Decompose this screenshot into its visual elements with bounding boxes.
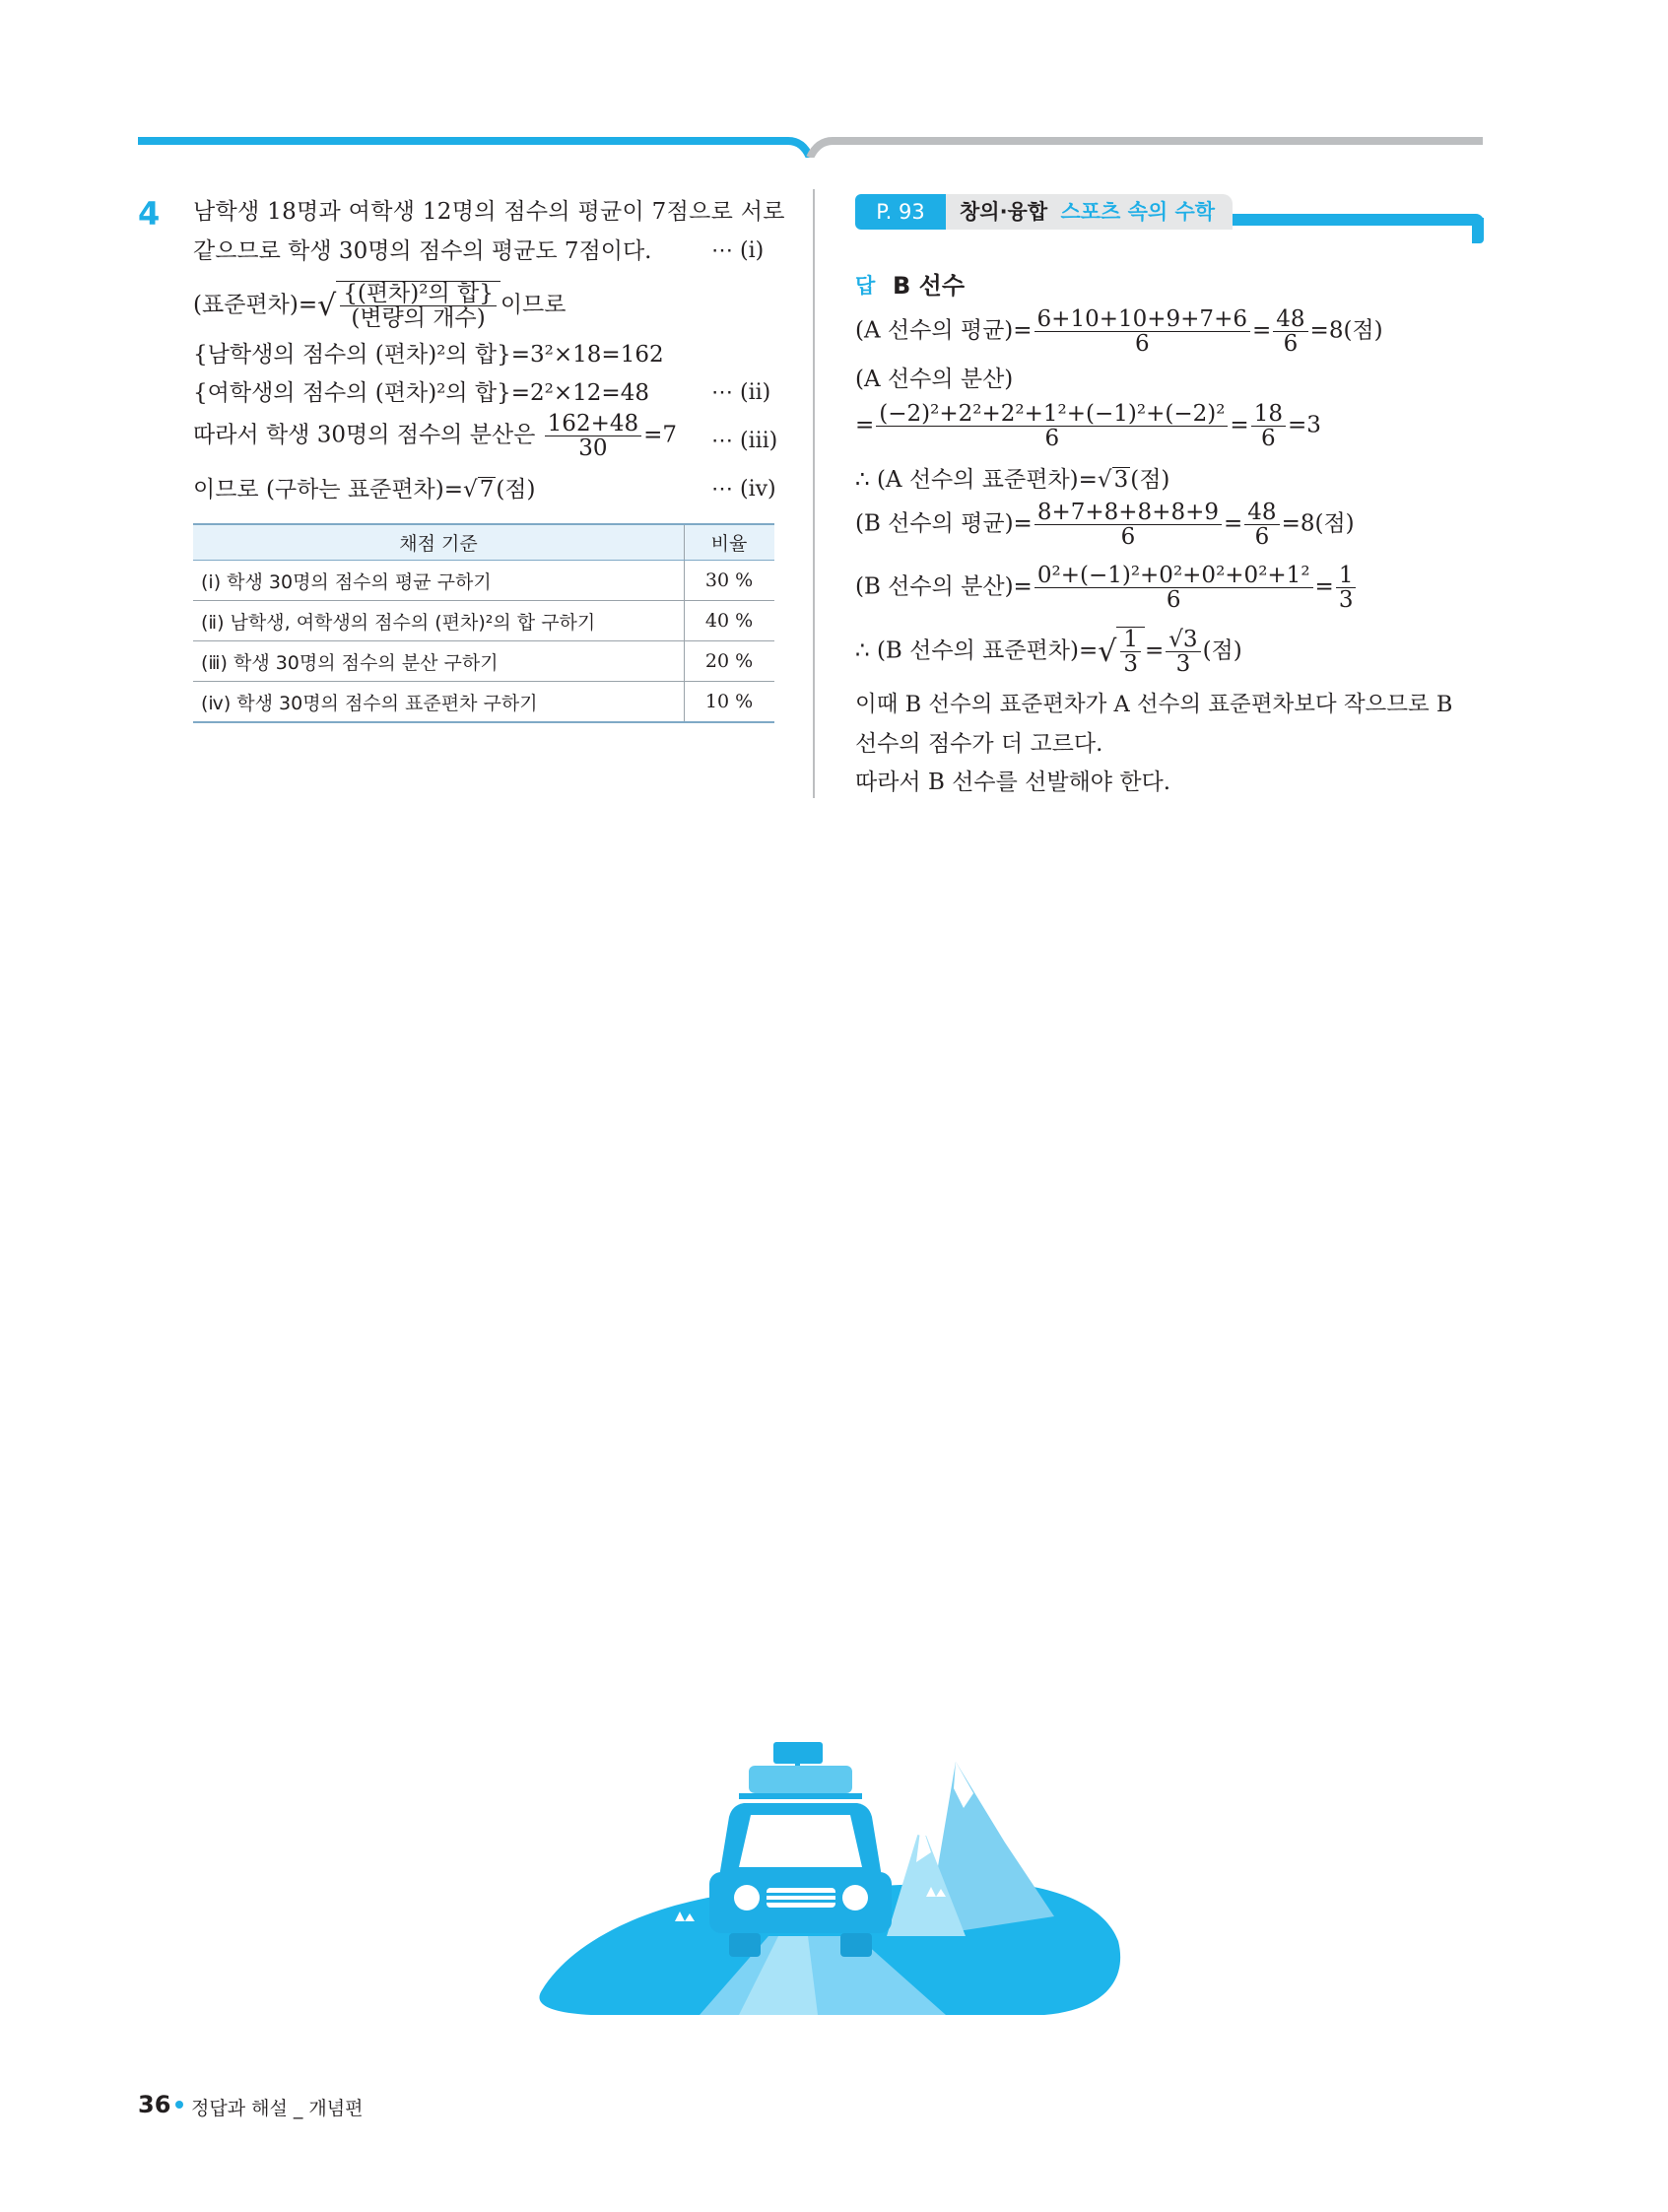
final-sd-line: 이므로 (구하는 표준편차)=√7(점) <box>193 477 536 503</box>
variance-suffix: =7 <box>643 422 678 448</box>
a-sd-root: 3 <box>1113 467 1129 493</box>
final-root: 7 <box>479 477 495 503</box>
page-tag: P. 93 <box>855 194 946 230</box>
car-mountain-illustration <box>532 1714 1143 2049</box>
a-mean-denominator: 6 <box>1134 331 1150 358</box>
a-sd-line: ∴ (A 선수의 표준편차)=√3(점) <box>855 467 1170 493</box>
b-mean-line: (B 선수의 평균)= $\frac{8+7+8+8+8+9}{6}$ = $\frac{48}{6}$ =8(점) <box>855 500 1355 551</box>
a-mean-prefix: (A 선수의 평균)= <box>855 317 1033 344</box>
a-variance-label: (A 선수의 분산) <box>855 367 1014 392</box>
a-variance-line: = $\frac{\text{(−2)²+2²+2²+1²+(−1)²+(−2)²}}{6}$ = $\frac{18}{6}$ =3 <box>855 401 1321 452</box>
criterion-ratio: 30 % <box>685 561 775 601</box>
sd-numerator: {(편차)²의 합} <box>340 282 497 306</box>
b-mean-prefix: (B 선수의 평균)= <box>855 510 1033 537</box>
variance-line <box>193 412 677 460</box>
conclusion-line-3: 따라서 B 선수를 선발해야 한다. <box>855 770 1171 795</box>
b-mean-denominator: 6 <box>1120 524 1136 551</box>
top-decorative-bar <box>0 0 1668 158</box>
section-header-underline-drop <box>1472 218 1484 243</box>
page-number: 36 <box>138 2091 171 2118</box>
b-variance-numerator-2: 1 <box>1336 564 1357 588</box>
variance-prefix: 따라서 학생 30명의 점수의 분산은 <box>193 422 536 448</box>
final-suffix: (점) <box>496 477 536 503</box>
table-row <box>193 561 774 601</box>
b-variance-prefix: (B 선수의 분산)= <box>855 573 1033 600</box>
criterion-ratio: 40 % <box>685 601 775 641</box>
male-deviation-line: {남학생의 점수의 (편차)²의 합}=3²×18=162 <box>193 342 664 368</box>
variance-denominator: 30 <box>578 436 608 462</box>
table-header-row <box>193 524 774 561</box>
sd-suffix: 이므로 <box>500 292 567 318</box>
b-sd-denominator: 3 <box>1123 651 1138 678</box>
book-title: 정답과 해설 _ 개념편 <box>191 2098 364 2119</box>
ratio-header: 비율 <box>685 524 775 561</box>
svg-text:+: + <box>678 1876 695 1900</box>
b-sd-numerator: 1 <box>1120 628 1141 652</box>
a-variance-denominator-2: 6 <box>1261 426 1276 452</box>
criterion-label: (ⅰ) 학생 30명의 점수의 평균 구하기 <box>193 561 685 601</box>
category-label: 창의·융합 <box>960 200 1048 224</box>
a-variance-numerator-2: 18 <box>1251 402 1286 427</box>
criterion-header: 채점 기준 <box>193 524 685 561</box>
problem-line-1: 남학생 18명과 여학생 12명의 점수의 평균이 7점으로 서로 <box>193 199 785 225</box>
b-variance-numerator: 0²+(−1)²+0²+0²+0²+1² <box>1034 564 1313 588</box>
topic-label: 스포츠 <box>1060 200 1121 224</box>
criterion-label: (ⅲ) 학생 30명의 점수의 분산 구하기 <box>193 641 685 682</box>
a-variance-denominator: 6 <box>1044 426 1060 452</box>
column-divider <box>813 189 815 798</box>
b-sd-denominator-2: 3 <box>1175 651 1191 678</box>
footer-bullet-icon <box>175 2101 183 2109</box>
b-variance-denominator: 6 <box>1166 587 1181 614</box>
b-mean-denominator-2: 6 <box>1254 524 1270 551</box>
a-variance-numerator: (−2)²+2²+2²+1²+(−1)²+(−2)² <box>876 402 1228 427</box>
sd-denominator: (변량의 개수) <box>351 305 486 332</box>
a-sd-suffix: (점) <box>1130 467 1170 493</box>
section-title-box <box>946 194 1233 230</box>
table-row <box>193 682 774 723</box>
table-row <box>193 601 774 641</box>
final-prefix: 이므로 (구하는 표준편차)= <box>193 477 464 503</box>
conclusion-line-2: 선수의 점수가 더 고르다. <box>855 731 1103 757</box>
b-sd-numerator-2: √3 <box>1166 628 1200 652</box>
scoring-criteria-table <box>193 523 774 723</box>
problem-number: 4 <box>138 195 161 233</box>
answer-value: B 선수 <box>893 272 966 300</box>
svg-text:+ +: + + <box>665 1858 704 1882</box>
section-header <box>855 192 1486 243</box>
criterion-ratio: 10 % <box>685 682 775 723</box>
sd-formula: (표준편차)=√ $\frac{\text{\{(편차)²의 합\}}}{\text{(변량의 개수)}}$ 이므로 <box>193 281 567 332</box>
answer-label: 답 <box>855 274 876 298</box>
step-marker-3: ⋯ (ⅲ) <box>711 429 778 453</box>
a-variance-result: =3 <box>1287 412 1321 438</box>
b-variance-denominator-2: 3 <box>1338 587 1354 614</box>
step-marker-2: ⋯ (ⅱ) <box>711 380 771 405</box>
variance-numerator: 162+48 <box>545 412 641 436</box>
b-mean-numerator: 8+7+8+8+8+9 <box>1034 501 1222 525</box>
b-sd-suffix: (점) <box>1202 637 1242 664</box>
a-mean-denominator-2: 6 <box>1283 331 1299 358</box>
b-mean-numerator-2: 48 <box>1244 501 1279 525</box>
female-deviation-line: {여학생의 점수의 (편차)²의 합}=2²×12=48 <box>193 380 649 406</box>
criterion-ratio: 20 % <box>685 641 775 682</box>
a-mean-line: (A 선수의 평균)= $\frac{6+10+10+9+7+6}{6}$ = $\frac{48}{6}$ =8(점) <box>855 306 1383 358</box>
b-sd-line: ∴ (B 선수의 표준편차)=√ $\frac{1}{3}$ = $\frac{√3}{3}$ (점) <box>855 627 1242 678</box>
sd-prefix: (표준편차)= <box>193 292 318 318</box>
table-row <box>193 641 774 682</box>
criterion-label: (ⅳ) 학생 30명의 점수의 표준편차 구하기 <box>193 682 685 723</box>
a-mean-numerator: 6+10+10+9+7+6 <box>1034 307 1250 332</box>
a-mean-result: =8(점) <box>1309 317 1383 344</box>
criterion-label: (ⅱ) 남학생, 여학생의 점수의 (편차)²의 합 구하기 <box>193 601 685 641</box>
section-header-underline <box>1230 214 1484 226</box>
problem-line-2: 같으므로 학생 30명의 점수의 평균도 7점이다. <box>193 238 652 264</box>
a-sd-prefix: ∴ (A 선수의 표준편차)= <box>855 467 1098 493</box>
b-variance-line: (B 선수의 분산)= $\frac{\text{0²+(−1)²+0²+0²+0²+1²}}{6}$ = $\frac{1}{3}$ <box>855 564 1358 612</box>
b-sd-prefix: ∴ (B 선수의 표준편차)= <box>855 637 1099 664</box>
step-marker-4: ⋯ (ⅳ) <box>711 477 776 502</box>
step-marker-1: ⋯ (ⅰ) <box>711 238 765 263</box>
topic-rest-label: 속의 수학 <box>1127 200 1216 224</box>
b-mean-result: =8(점) <box>1281 510 1355 537</box>
conclusion-line-1: 이때 B 선수의 표준편차가 A 선수의 표준편차보다 작으므로 B <box>855 692 1453 717</box>
a-mean-numerator-2: 48 <box>1273 307 1307 332</box>
